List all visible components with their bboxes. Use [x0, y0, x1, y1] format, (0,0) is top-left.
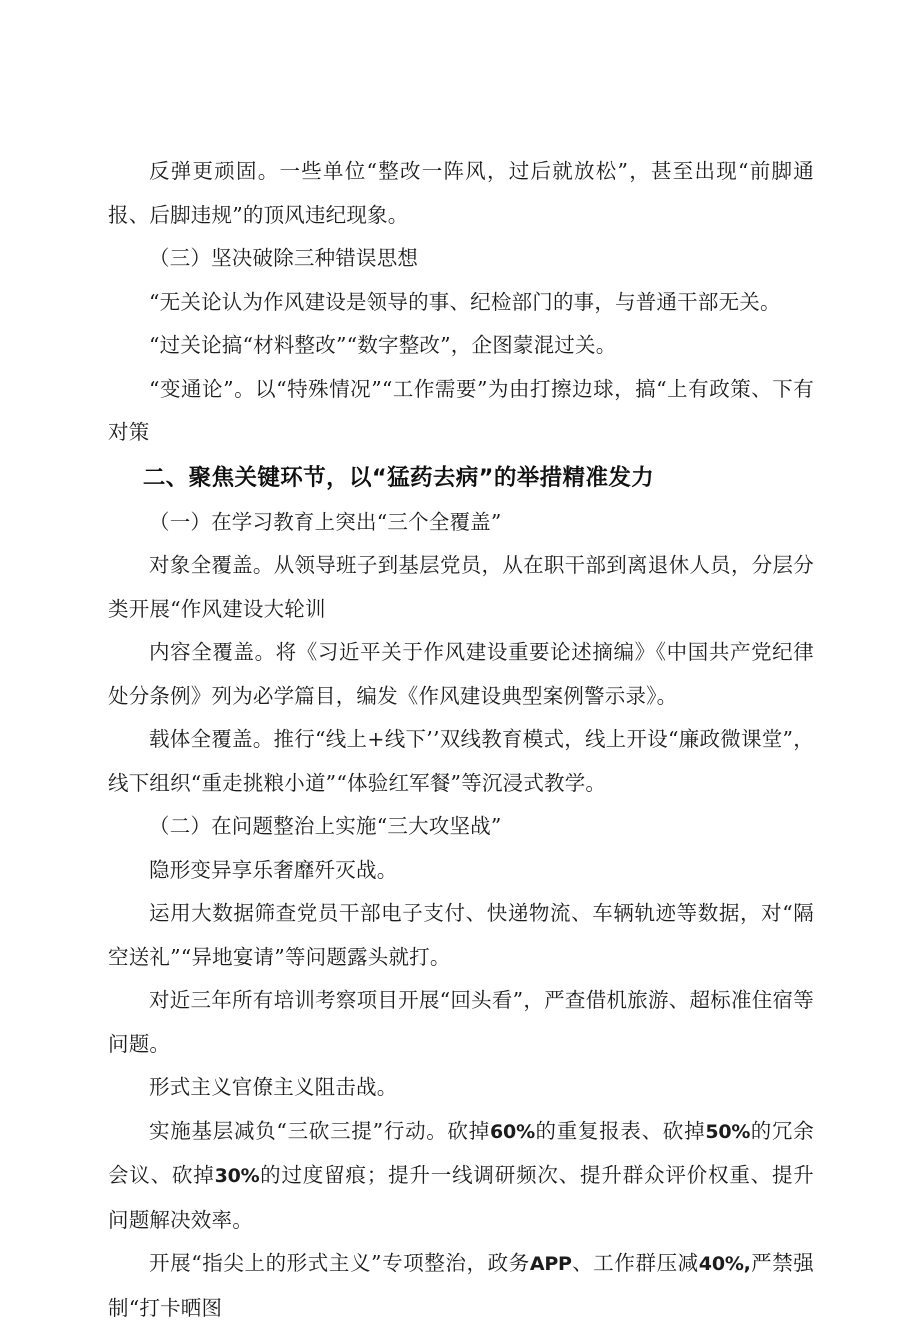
text-run: 的过度留痕；提升一线调研频次、提升群众评价权重、提升问题解决效率。	[108, 1163, 815, 1232]
section-heading: 二、聚焦关键环节，以“猛药去病”的举措精准发力	[142, 464, 655, 491]
body-paragraph	[108, 1110, 814, 1243]
body-paragraph: 对象全覆盖。从领导班子到基层党员，从在职干部到离退休人员，分层分类开展“作风建设大轮训	[108, 553, 814, 621]
body-paragraph: 运用大数据筛查党员干部电子支付、快递物流、车辆轨迹等数据，对“隔空送礼”“异地宴请”等问题露头就打。	[108, 901, 814, 969]
document-text-body	[108, 150, 814, 1330]
emphasis-run: 50%	[705, 1120, 751, 1143]
body-paragraph: （一）在学习教育上突出“三个全覆盖”	[149, 509, 502, 534]
text-run: 实施基层减负“三砍三提”行动。砍掉	[149, 1118, 491, 1143]
body-paragraph: 载体全覆盖。推行“线上+线下’’双线教育模式，线上开设“廉政微课堂”，线下组织“重走挑粮小道”“体验红军餐”等沉浸式教学。	[108, 727, 814, 795]
text-run: 、工作群压减	[571, 1251, 699, 1275]
body-paragraph	[108, 1242, 814, 1330]
body-paragraph: 反弹更顽固。一些单位“整改一阵风，过后就放松”，甚至出现“前脚通报、后脚违规”的顶风违纪现象。	[108, 159, 814, 227]
body-paragraph: （二）在问题整治上实施“三大攻坚战”	[149, 814, 502, 838]
text-run: 的冗余会议、砍掉	[108, 1118, 814, 1187]
emphasis-run: 60%	[490, 1120, 535, 1143]
body-paragraph: “变通论”。以“特殊情况”“工作需要”为由打擦边球，搞“上有政策、下有对策	[108, 376, 814, 444]
body-paragraph: （三）坚决破除三种错误思想	[149, 246, 419, 270]
body-paragraph: “过关论搞“材料整改”“数字整改”，企图蒙混过关。	[149, 333, 617, 357]
body-paragraph: 对近三年所有培训考察项目开展“回头看”，严查借机旅游、超标准住宿等问题。	[108, 988, 814, 1056]
emphasis-run: APP	[529, 1253, 572, 1275]
emphasis-run: 30%	[214, 1165, 260, 1187]
text-run: 开展“指尖上的形式主义”专项整治，政务	[149, 1251, 530, 1275]
body-paragraph: 内容全覆盖。将《习近平关于作风建设重要论述摘编》《中国共产党纪律处分条例》列为必学篇目，编发《作风建设典型案例警示录》。	[108, 640, 814, 708]
emphasis-run: 40%,	[698, 1253, 751, 1275]
text-run: 严禁强制“打卡晒图	[108, 1251, 814, 1320]
body-paragraph: 隐形变异享乐奢靡歼灭战。	[149, 857, 398, 882]
body-paragraph: 形式主义官僚主义阻击战。	[149, 1075, 398, 1099]
body-paragraph: “无关论认为作风建设是领导的事、纪检部门的事，与普通干部无关。	[149, 289, 781, 314]
text-run: 的重复报表、砍掉	[534, 1118, 706, 1143]
